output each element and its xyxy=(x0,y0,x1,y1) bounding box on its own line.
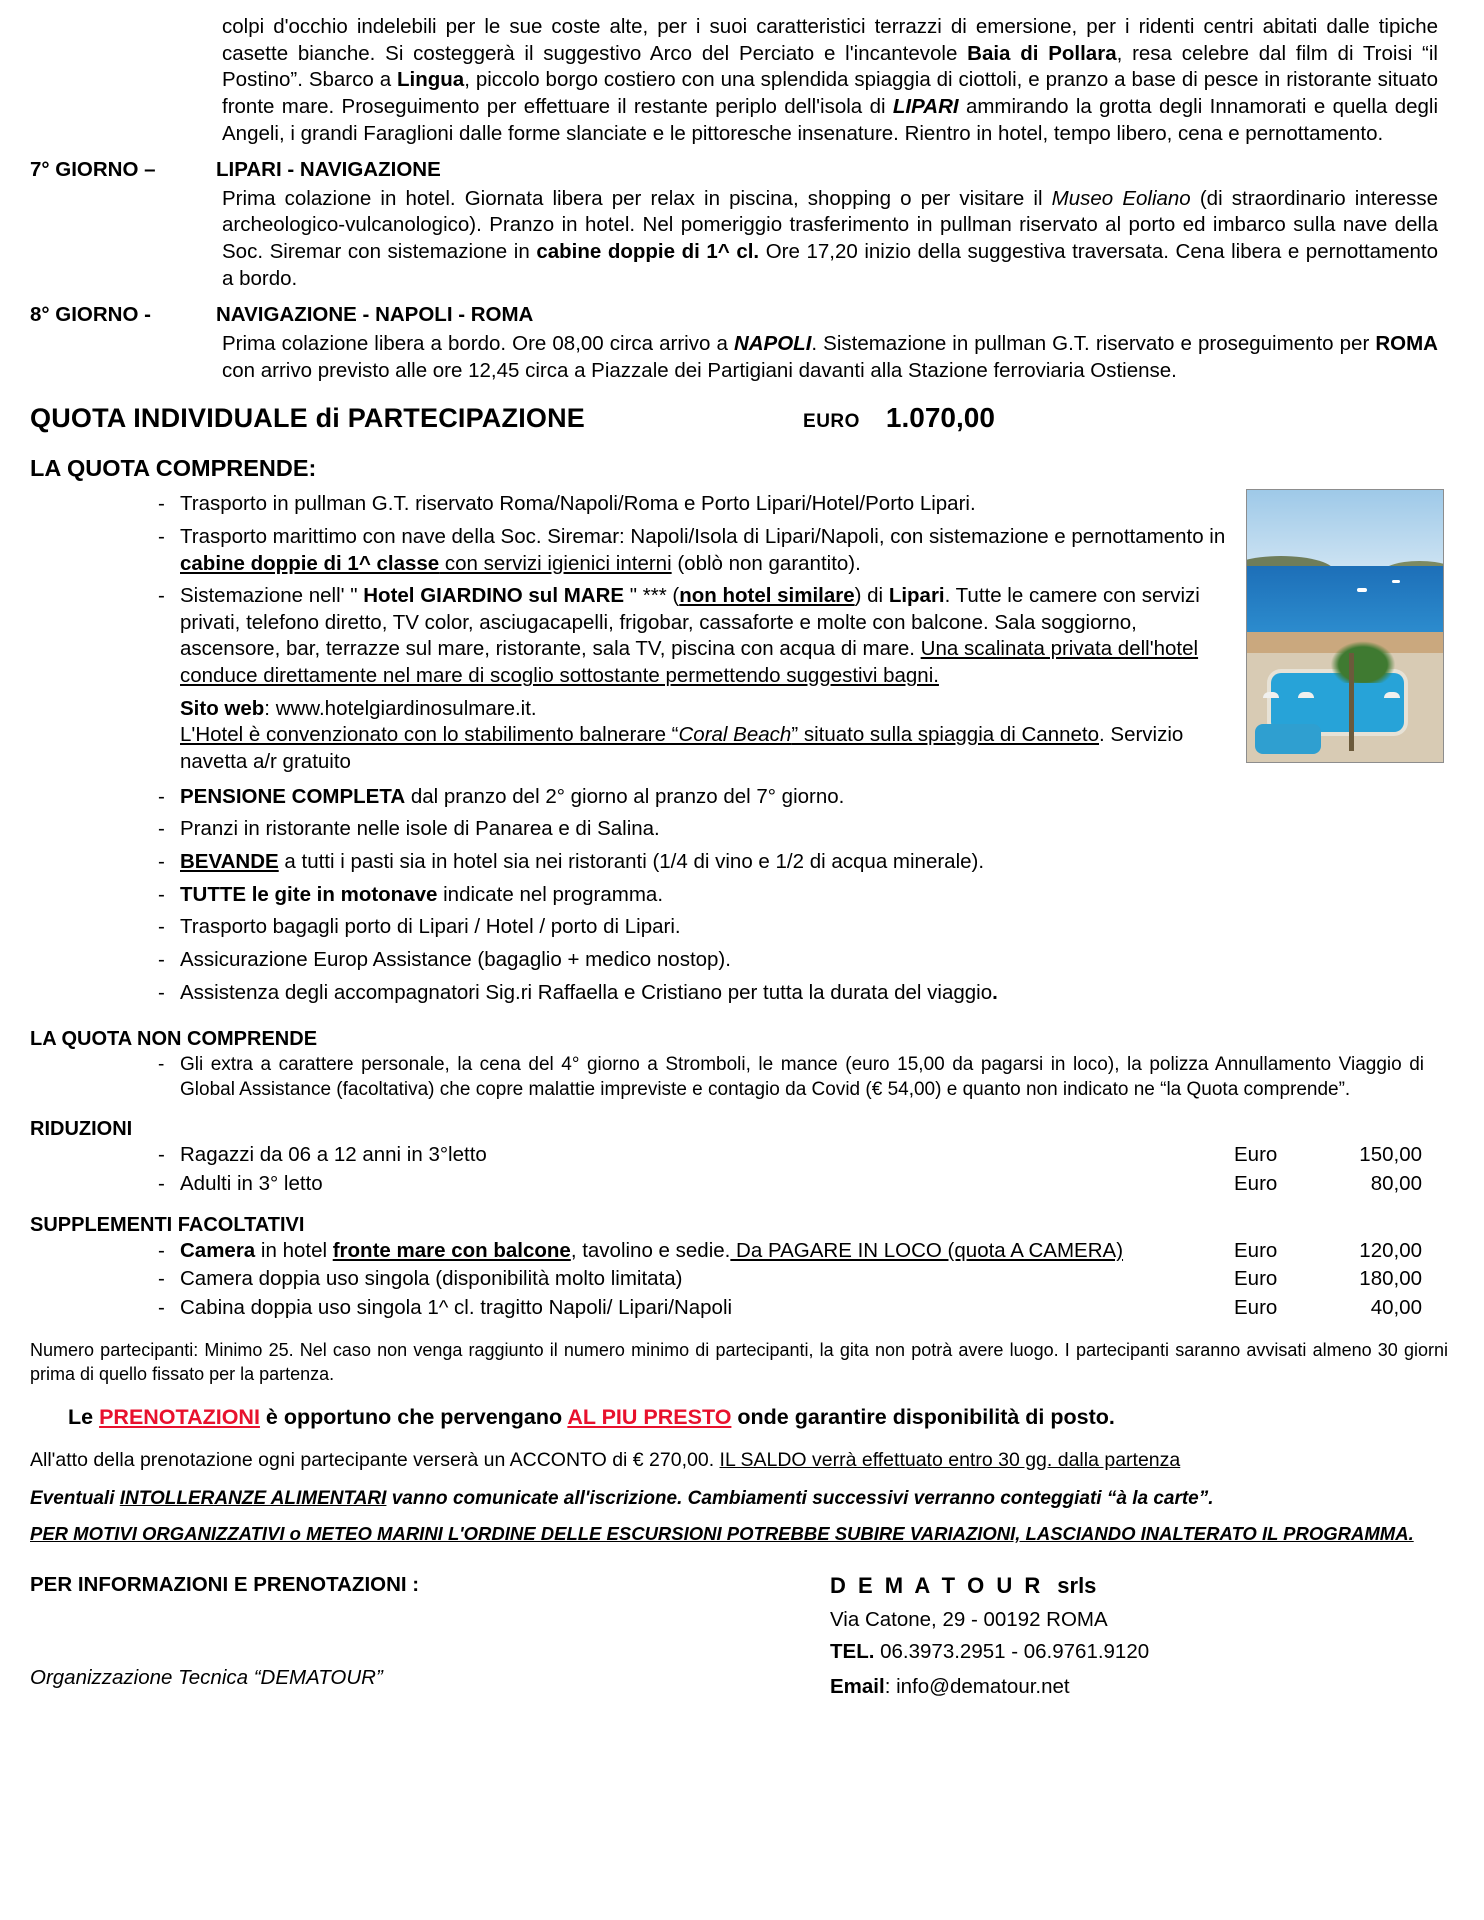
includes-list-2 xyxy=(30,784,1448,1006)
dash-marker: - xyxy=(158,492,165,516)
row-value: 80,00 xyxy=(1370,1171,1422,1195)
row-value: 40,00 xyxy=(1370,1295,1422,1319)
row-currency: Euro xyxy=(1234,1238,1278,1262)
row-description: Camera in hotel fronte mare con balcone, tavolino e sedie. Da PAGARE IN LOCO (quota A CAMERA) xyxy=(180,1238,1124,1262)
list-item-text: BEVANDE a tutti i pasti sia in hotel sia nei ristoranti (1/4 di vino e 1/2 di acqua minerale). xyxy=(180,849,985,873)
dash-marker: - xyxy=(158,817,165,841)
acconto-line: All'atto della prenotazione ogni partecipante verserà un ACCONTO di € 270,00. IL SALDO verrà effettuato entro 30 gg. dalla partenza xyxy=(30,1449,1181,1472)
intro-paragraph: colpi d'occhio indelebili per le sue coste alte, per i suoi caratteristici terrazzi di emersione, per i ridenti centri abitati dalle tipiche casette bianche. Si costeggerà il suggestivo Arco del Perciato e l'incantevole Baia di Pollara, resa celebre dal film di Troisi “il Postino”. Sbarco a Lingua, piccolo borgo costiero con una splendida spiaggia di ciottoli, e pranzo a base di pesce in ristorante situato fronte mare. Proseguimento per effettuare il restante periplo dell'isola di LIPARI ammirando la grotta degli Innamorati e quella degli Angeli, i grandi Faraglioni dalle forme slanciate e le pittoresche insenature. Rientro in hotel, tempo libero, cena e pernottamento. xyxy=(222,15,1439,145)
reductions-title: RIDUZIONI xyxy=(30,1118,133,1141)
participants-note: Numero partecipanti: Minimo 25. Nel caso non venga raggiunto il numero minimo di partecipanti, la gita non potrà avere luogo. I partecipanti saranno avvisati almeno 30 giorni prima di quello fissato per la partenza. xyxy=(30,1339,1448,1384)
motivi-line: PER MOTIVI ORGANIZZATIVI o METEO MARINI L'ORDINE DELLE ESCURSIONI POTREBBE SUBIRE VARIAZIONI, LASCIANDO INALTERATO IL PROGRAMMA. xyxy=(30,1523,1414,1545)
list-item xyxy=(30,980,1448,1007)
day-title-7: LIPARI - NAVIGAZIONE xyxy=(216,158,441,182)
email-value: : info@dematour.net xyxy=(884,1675,1070,1698)
company-name xyxy=(830,1572,1448,1601)
intolleranze-line: Eventuali INTOLLERANZE ALIMENTARI vanno comunicate all'iscrizione. Cambiamenti successivi verranno conteggiati “à la carte”. xyxy=(30,1488,1214,1510)
list-item xyxy=(30,491,1448,518)
row-currency: Euro xyxy=(1234,1267,1278,1291)
supplements-title: SUPPLEMENTI FACOLTATIVI xyxy=(30,1213,305,1236)
list-item xyxy=(30,947,1448,974)
list-item xyxy=(30,524,1448,577)
footer-left xyxy=(30,1572,830,1691)
day-label-7: 7° GIORNO – xyxy=(30,158,156,182)
quota-amount: 1.070,00 xyxy=(885,402,995,434)
day-title-8: NAVIGAZIONE - NAPOLI - ROMA xyxy=(216,303,534,327)
row-currency: Euro xyxy=(1234,1143,1278,1167)
day-body-8: Prima colazione libera a bordo. Ore 08,00 circa arrivo a NAPOLI. Sistemazione in pullman G.T. riservato e proseguimento per ROMA con arrivo previsto alle ore 12,45 circa a Piazzale dei Partigiani davanti alla Stazione ferroviaria Ostiense. xyxy=(222,332,1438,382)
list-item-text: TUTTE le gite in motonave indicate nel programma. xyxy=(180,882,664,906)
list-item-text: PENSIONE COMPLETA dal pranzo del 2° giorno al pranzo del 7° giorno. xyxy=(180,784,845,808)
table-row xyxy=(30,1142,1448,1169)
email-label: Email xyxy=(830,1675,885,1698)
hotel-website-line: Sito web: www.hotelgiardinosulmare.it. xyxy=(180,696,537,720)
list-item-text: Trasporto marittimo con nave della Soc. Siremar: Napoli/Isola di Lipari/Napoli, con sistemazione e pernottamento in cabine doppie di 1^ classe con servizi igienici interni (oblò non garantito). xyxy=(180,524,1226,575)
dash-marker: - xyxy=(158,1054,165,1076)
row-value: 120,00 xyxy=(1359,1238,1422,1262)
table-row xyxy=(30,1295,1448,1322)
list-item-text: Trasporto bagagli porto di Lipari / Hotel / porto di Lipari. xyxy=(180,915,681,939)
tel-value: 06.3973.2951 - 06.9761.9120 xyxy=(874,1640,1150,1664)
company-telephone xyxy=(830,1639,1448,1666)
row-value: 150,00 xyxy=(1359,1143,1422,1167)
list-item xyxy=(30,849,1448,876)
day-label-8: 8° GIORNO - xyxy=(30,303,151,327)
table-row xyxy=(30,1238,1448,1265)
info-title: PER INFORMAZIONI E PRENOTAZIONI : xyxy=(30,1573,420,1597)
list-item-text: Pranzi in ristorante nelle isole di Panarea e di Salina. xyxy=(180,817,660,841)
row-description: Ragazzi da 06 a 12 anni in 3°letto xyxy=(180,1143,487,1167)
dash-marker: - xyxy=(158,947,165,971)
excludes-text-row xyxy=(30,1052,1448,1102)
company-name-text: D E M A T O U R xyxy=(830,1573,1044,1599)
dash-marker: - xyxy=(158,1171,165,1195)
organizzazione-tecnica: Organizzazione Tecnica “DEMATOUR” xyxy=(30,1665,383,1689)
list-item-text: Trasporto in pullman G.T. riservato Roma/Napoli/Roma e Porto Lipari/Hotel/Porto Lipari. xyxy=(180,492,976,516)
dash-marker: - xyxy=(158,784,165,808)
dash-marker: - xyxy=(158,915,165,939)
dash-marker: - xyxy=(158,1267,165,1291)
excludes-text: Gli extra a carattere personale, la cena del 4° giorno a Stromboli, le mance (euro 15,00 da pagarsi in loco), la polizza Annullamento Viaggio di Global Assistance (facoltativa) che copre malattie impreviste e contagio da Covid (€ 54,00) e quanto non indicato ne “la Quota comprende”. xyxy=(180,1054,1424,1101)
tel-label: TEL. xyxy=(830,1640,875,1664)
footer xyxy=(30,1572,1448,1701)
quota-currency-label: EURO xyxy=(803,411,860,433)
row-currency: Euro xyxy=(1234,1171,1278,1195)
company-email xyxy=(830,1674,1448,1701)
dash-marker: - xyxy=(158,1238,165,1262)
day-row-7 xyxy=(30,157,1448,184)
list-item xyxy=(30,882,1448,909)
company-address: Via Catone, 29 - 00192 ROMA xyxy=(830,1607,1108,1631)
list-item-text: Sistemazione nell' " Hotel GIARDINO sul MARE " *** (non hotel similare) di Lipari. Tutte le camere con servizi privati, telefono diretto, TV color, asciugacapelli, frigobar, cassaforte e molte con balcone. Sala soggiorno, ascensore, bar, terrazze sul mare, ristorante, sala TV, piscina con acqua di mare. Una scalinata privata dell'hotel conduce direttamente nel mare di scoglio sottostante permettendo suggestivi bagni. xyxy=(180,584,1200,688)
footer-right xyxy=(830,1572,1448,1701)
company-suffix: srls xyxy=(1057,1573,1097,1599)
coral-beach-line: L'Hotel è convenzionato con lo stabilimento balnerare “Coral Beach” situato sulla spiaggia di Canneto. Servizio navetta a/r gratuito xyxy=(180,723,1184,774)
dash-marker: - xyxy=(158,1295,165,1319)
list-item xyxy=(30,816,1448,843)
quota-title: QUOTA INDIVIDUALE di PARTECIPAZIONE xyxy=(30,403,586,434)
table-row xyxy=(30,1266,1448,1293)
row-description: Camera doppia uso singola (disponibilità molto limitata) xyxy=(180,1267,683,1291)
quota-individuale xyxy=(30,400,1448,436)
dash-marker: - xyxy=(158,980,165,1004)
row-currency: Euro xyxy=(1234,1295,1278,1319)
list-item-text: Assistenza degli accompagnatori Sig.ri Raffaella e Cristiano per tutta la durata del viaggio. xyxy=(180,980,998,1004)
list-item xyxy=(30,784,1448,811)
dash-marker: - xyxy=(158,849,165,873)
includes-list xyxy=(30,491,1448,689)
row-description: Adulti in 3° letto xyxy=(180,1171,323,1195)
row-description: Cabina doppia uso singola 1^ cl. tragitto Napoli/ Lipari/Napoli xyxy=(180,1295,733,1319)
day-body-7: Prima colazione in hotel. Giornata libera per relax in piscina, shopping o per visitare il Museo Eoliano (di straordinario interesse archeologico-vulcanologico). Pranzo in hotel. Nel pomeriggio trasferimento in pullman riservato al porto ed imbarco sulla nave della Soc. Siremar con sistemazione in cabine doppie di 1^ cl. Ore 17,20 inizio della suggestiva traversata. Cena libera e pernottamento a bordo. xyxy=(222,186,1439,290)
dash-marker: - xyxy=(158,1143,165,1167)
includes-title: LA QUOTA COMPRENDE: xyxy=(30,454,317,481)
list-item-text: Assicurazione Europ Assistance (bagaglio + medico nostop). xyxy=(180,947,731,971)
excludes-title: LA QUOTA NON COMPRENDE xyxy=(30,1028,318,1051)
list-item xyxy=(30,583,1448,690)
list-item xyxy=(30,914,1448,941)
reservation-line: Le PRENOTAZIONI è opportuno che pervengano AL PIU PRESTO onde garantire disponibilità di posto. xyxy=(68,1405,1115,1430)
dash-marker: - xyxy=(158,584,165,608)
dash-marker: - xyxy=(158,882,165,906)
table-row xyxy=(30,1171,1448,1198)
day-row-8 xyxy=(30,302,1448,329)
row-value: 180,00 xyxy=(1359,1267,1422,1291)
dash-marker: - xyxy=(158,524,165,548)
